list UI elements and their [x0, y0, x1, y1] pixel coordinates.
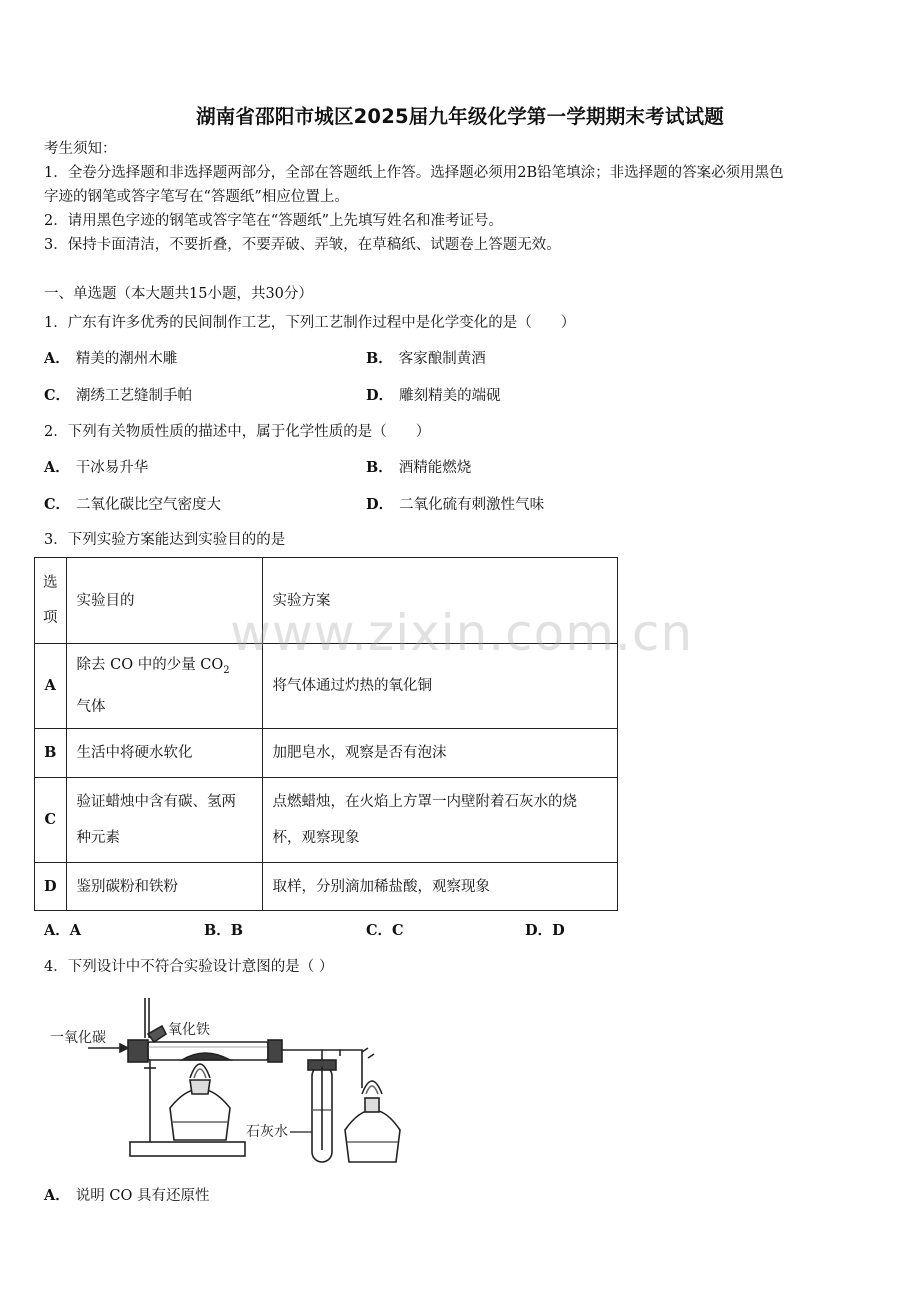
- fe2o3-label: 氧化铁: [168, 1022, 210, 1038]
- limewater-label: 石灰水: [246, 1124, 288, 1140]
- co-label: 一氧化碳: [50, 1030, 106, 1046]
- question-3-option-a[interactable]: A．A: [44, 922, 82, 939]
- notice-heading: 考生须知：: [44, 141, 117, 157]
- question-3-option-b[interactable]: B．B: [204, 922, 244, 939]
- row-purpose: 验证蜡烛中含有碳、氢两 种元素: [66, 778, 262, 863]
- flame-2: [362, 1081, 382, 1094]
- alcohol-lamp-1: [170, 1089, 230, 1140]
- table-row: [35, 729, 618, 778]
- alcohol-lamp-2: [345, 1110, 400, 1162]
- table-row: [35, 778, 618, 863]
- question-1-option-a[interactable]: A． 精美的潮州木雕: [44, 350, 178, 367]
- row-plan: 将气体通过灼热的氧化铜: [262, 644, 618, 729]
- page-title: 湖南省邵阳市城区2025届九年级化学第一学期期末考试试题: [196, 105, 724, 128]
- notice-item-3: 3．保持卡面清洁，不要折叠，不要弄破、弄皱，在草稿纸、试题卷上答题无效。: [44, 237, 561, 253]
- row-option: C: [35, 778, 67, 863]
- question-1-option-c[interactable]: C． 潮绣工艺缝制手帕: [44, 387, 193, 404]
- outlet-pipe: [282, 1050, 322, 1060]
- flame-1: [190, 1064, 210, 1078]
- question-1-option-d[interactable]: D． 雕刻精美的端砚: [366, 387, 501, 404]
- row-purpose: 鉴别碳粉和铁粉: [66, 863, 262, 911]
- co-reduction-apparatus-diagram: [40, 990, 430, 1170]
- header-option: 选 项: [35, 558, 67, 644]
- question-4-option-a[interactable]: A． 说明 CO 具有还原性: [44, 1187, 210, 1204]
- notice-item-1-line-2: 字迹的钢笔或答字笔写在“答题纸”相应位置上。: [44, 189, 349, 205]
- watermark: www.zixin.com.cn: [230, 604, 694, 662]
- stand-base: [130, 1142, 245, 1156]
- row-purpose: 除去 CO 中的少量 $CO_2$ 气体: [66, 644, 262, 729]
- table-row: [35, 863, 618, 911]
- right-stopper: [268, 1040, 282, 1062]
- question-2-option-b[interactable]: B． 酒精能燃烧: [366, 459, 472, 476]
- section-heading: 一、单选题（本大题共15小题，共30分）: [44, 286, 313, 302]
- notice-item-1-line-1: 1．全卷分选择题和非选择题两部分，全部在答题纸上作答。选择题必须用2B铅笔填涂；非选择题的答案必须用黑色: [44, 165, 784, 181]
- row-plan: 加肥皂水，观察是否有泡沫: [262, 729, 618, 778]
- question-2-option-d[interactable]: D． 二氧化硫有刺激性气味: [366, 496, 545, 513]
- row-option: D: [35, 863, 67, 911]
- header-plan: 实验方案: [262, 558, 618, 644]
- row-option: A: [35, 644, 67, 729]
- left-stopper: [128, 1040, 148, 1062]
- question-3-option-d[interactable]: D．D: [525, 922, 565, 939]
- row-option: B: [35, 729, 67, 778]
- question-4-stem: 4．下列设计中不符合实验设计意图的是（ ）: [44, 959, 334, 975]
- iron-oxide-powder: [182, 1053, 230, 1060]
- question-2-option-a[interactable]: A． 干冰易升华: [44, 459, 149, 476]
- question-3-option-c[interactable]: C．C: [366, 922, 404, 939]
- row-purpose: 生活中将硬水软化: [66, 729, 262, 778]
- notice-item-2: 2．请用黑色字迹的钢笔或答字笔在“答题纸”上先填写姓名和准考证号。: [44, 213, 504, 229]
- clamp: [148, 1026, 166, 1042]
- row-plan: 点燃蜡烛，在火焰上方罩一内壁附着石灰水的烧 杯，观察现象: [262, 778, 618, 863]
- row-plan: 取样，分别滴加稀盐酸，观察现象: [262, 863, 618, 911]
- question-2-option-c[interactable]: C． 二氧化碳比空气密度大: [44, 496, 222, 513]
- question-2-stem: 2．下列有关物质性质的描述中，属于化学性质的是（ ）: [44, 424, 431, 440]
- question-3-stem: 3．下列实验方案能达到实验目的的是: [44, 532, 286, 548]
- question-1-option-b[interactable]: B． 客家酿制黄酒: [366, 350, 486, 367]
- question-1-stem: 1．广东有许多优秀的民间制作工艺，下列工艺制作过程中是化学变化的是（ ）: [44, 315, 576, 331]
- header-purpose: 实验目的: [66, 558, 262, 644]
